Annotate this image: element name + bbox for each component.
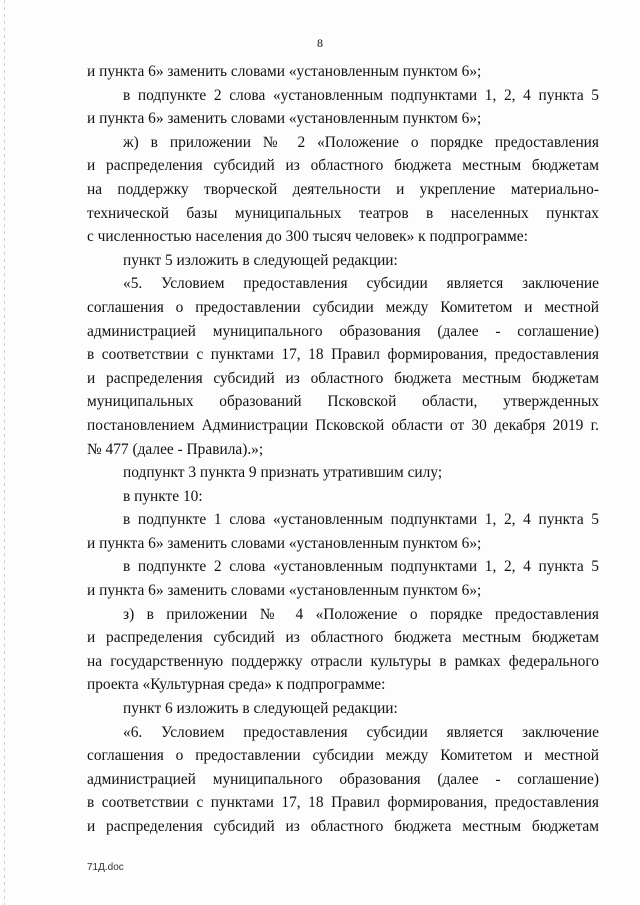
text-line: и распределения субсидий из областного бюджета местным бюджетам: [87, 157, 599, 175]
text-line: з) в приложении № 4 «Положение о порядке предоставления: [123, 605, 599, 623]
text-line: подпункт 3 пункта 9 признать утратившим силу;: [123, 464, 443, 482]
text-line: соглашения о предоставлении субсидии между Комитетом и местной: [87, 298, 599, 316]
text-line: на государственную поддержку отрасли культуры в рамках федерального: [87, 652, 599, 670]
scan-edge: [4, 0, 5, 905]
text-line: постановлением Администрации Псковской области от 30 декабря 2019 г.: [87, 416, 599, 434]
text-line: и пункта 6» заменить словами «установленным пунктом 6»;: [87, 63, 482, 80]
text-line: в подпункте 2 слова «установленным подпунктами 1, 2, 4 пункта 5: [123, 86, 599, 104]
text-line: в пункте 10:: [123, 487, 203, 505]
document-body: [87, 60, 599, 839]
page-number: 8: [317, 36, 323, 50]
text-line: и распределения субсидий из областного бюджета местным бюджетам: [87, 629, 599, 647]
text-line: и распределения субсидий из областного бюджета местным бюджетам: [87, 818, 599, 835]
text-line: ж) в приложении № 2 «Положение о порядке предоставления: [123, 133, 599, 151]
text-line: проекта «Культурная среда» к подпрограмме:: [87, 676, 386, 694]
text-line: в соответствии с пунктами 17, 18 Правил формирования, предоставления: [87, 346, 599, 364]
text-line: пункт 6 изложить в следующей редакции:: [123, 700, 398, 718]
text-line: в подпункте 2 слова «установленным подпунктами 1, 2, 4 пункта 5: [123, 558, 599, 576]
text-line: и распределения субсидий из областного бюджета местным бюджетам: [87, 369, 599, 387]
text-line: и пункта 6» заменить словами «установленным пунктом 6»;: [87, 582, 482, 600]
text-line: № 477 (далее - Правила).»;: [87, 440, 264, 458]
text-line: «5. Условием предоставления субсидии является заключение: [123, 275, 599, 293]
text-line: пункт 5 изложить в следующей редакции:: [123, 251, 398, 269]
text-line: в соответствии с пунктами 17, 18 Правил формирования, предоставления: [87, 794, 599, 812]
text-line: с численностью населения до 300 тысяч человек» к подпрограмме:: [87, 228, 528, 246]
text-line: соглашения о предоставлении субсидии между Комитетом и местной: [87, 747, 599, 765]
text-line: муниципальных образований Псковской области, утвержденных: [87, 393, 599, 411]
text-line: администрацией муниципального образования (далее - соглашение): [87, 322, 599, 340]
file-name-footer: 71Д.doc: [87, 862, 124, 873]
text-line: в подпункте 1 слова «установленным подпунктами 1, 2, 4 пункта 5: [123, 511, 599, 529]
text-line: на поддержку творческой деятельности и укрепление материально-: [87, 180, 599, 198]
text-line: технической базы муниципальных театров в населенных пунктах: [87, 204, 599, 222]
text-line: и пункта 6» заменить словами «установленным пунктом 6»;: [87, 534, 482, 552]
text-line: администрацией муниципального образования (далее - соглашение): [87, 770, 599, 788]
text-line: «6. Условием предоставления субсидии является заключение: [123, 723, 599, 741]
text-line: и пункта 6» заменить словами «установленным пунктом 6»;: [87, 110, 482, 128]
